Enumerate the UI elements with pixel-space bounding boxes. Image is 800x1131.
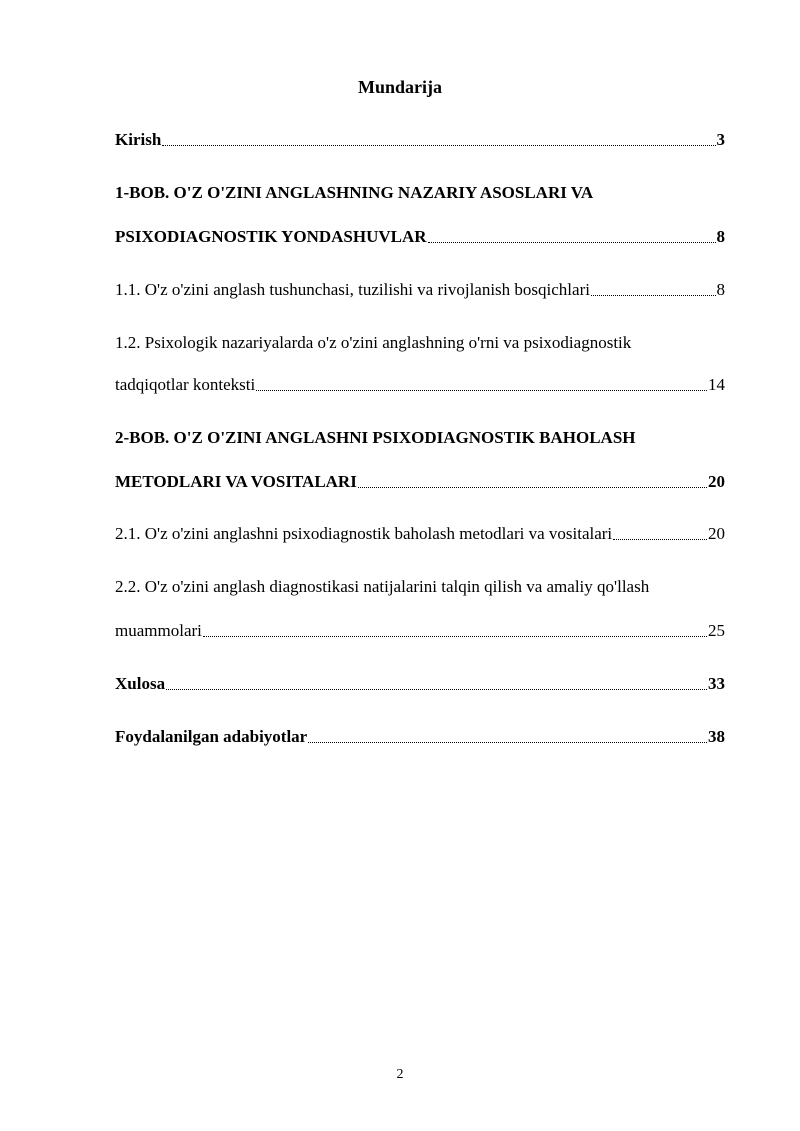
toc-entry-text: PSIXODIAGNOSTIK YONDASHUVLAR (115, 227, 427, 246)
toc-entry-text: 2.1. O'z o'zini anglashni psixodiagnostik baholash metodlari va vositalari (115, 524, 613, 543)
page-title: Mundarija (357, 77, 442, 97)
toc-leader-dots (256, 390, 707, 391)
toc-leader-dots (613, 539, 707, 540)
page-number: 2 (396, 1067, 404, 1082)
toc-entry-text: muammolari (115, 621, 202, 640)
toc-page-number: 33 (708, 674, 725, 693)
toc-entry-chapter1 (115, 226, 725, 248)
toc-page-number: 14 (708, 375, 725, 394)
toc-entry-text: tadqiqotlar konteksti (115, 375, 256, 394)
toc-entry-text: Foydalanilgan adabiyotlar (115, 727, 308, 746)
toc-page-number: 20 (708, 472, 725, 491)
toc-leader-dots (591, 295, 716, 296)
toc-page-number: 38 (708, 727, 725, 746)
toc-entry-text: METODLARI VA VOSITALARI (115, 472, 357, 491)
toc-entry-section-2-1 (115, 523, 725, 545)
toc-entry-chapter2 (115, 471, 725, 493)
toc-page-number: 8 (716, 227, 725, 246)
toc-entry-text: Xulosa (115, 674, 166, 693)
toc-leader-dots (308, 742, 707, 743)
toc-entry-references (115, 726, 725, 748)
toc-leader-dots (428, 242, 716, 243)
toc-leader-dots (358, 487, 707, 488)
toc-entry-section-2-2 (115, 620, 725, 642)
toc-page-number: 25 (708, 621, 725, 640)
toc-leader-dots (166, 689, 707, 690)
toc-page-number: 20 (708, 524, 725, 543)
toc-entry-section-1-2-line1: 1.2. Psixologik nazariyalarda o'z o'zini anglashning o'rni va psixodiagnostik (115, 333, 632, 352)
toc-entry-section-1-1 (115, 279, 725, 301)
toc-entry-intro (115, 129, 725, 151)
toc-entry-chapter1-line1: 1-BOB. O'Z O'ZINI ANGLASHNING NAZARIY ASOSLARI VA (115, 183, 594, 202)
toc-page-number: 3 (716, 130, 725, 149)
toc-entry-conclusion (115, 673, 725, 695)
toc-page-number: 8 (716, 280, 725, 299)
toc-entry-chapter2-line1: 2-BOB. O'Z O'ZINI ANGLASHNI PSIXODIAGNOSTIK BAHOLASH (115, 428, 636, 447)
toc-leader-dots (203, 636, 707, 637)
toc-leader-dots (162, 145, 715, 146)
toc-entry-section-2-2-line1: 2.2. O'z o'zini anglash diagnostikasi natijalarini talqin qilish va amaliy qo'llash (115, 577, 650, 596)
toc-entry-section-1-2 (115, 374, 725, 396)
toc-entry-text: Kirish (115, 130, 162, 149)
toc-entry-text: 1.1. O'z o'zini anglash tushunchasi, tuzilishi va rivojlanish bosqichlari (115, 280, 590, 299)
